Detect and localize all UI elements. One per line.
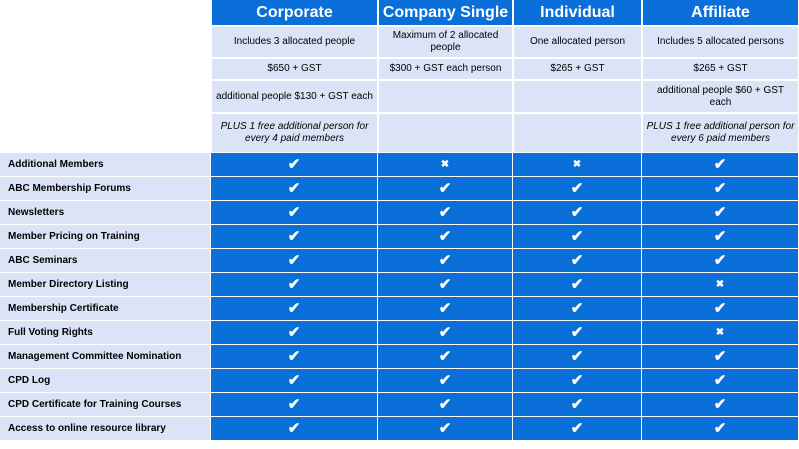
- checkmark-icon: ✔: [287, 252, 301, 269]
- mark-individual-7: [513, 297, 642, 321]
- mark-corporate-5: [211, 249, 378, 273]
- checkmark-icon: ✔: [287, 300, 301, 317]
- feature-label-7: Membership Certificate: [0, 297, 211, 321]
- bonus-corporate: PLUS 1 free additional person for every 4 paid members: [211, 113, 378, 153]
- price-company-single: $300 + GST each person: [378, 58, 513, 80]
- checkmark-icon: ✔: [570, 252, 584, 269]
- checkmark-icon: ✔: [438, 396, 452, 413]
- mark-affiliate-3: [642, 201, 799, 225]
- additional-individual: [513, 80, 642, 113]
- mark-affiliate-11: [642, 393, 799, 417]
- mark-individual-3: [513, 201, 642, 225]
- cross-icon: ✖: [715, 326, 725, 338]
- checkmark-icon: ✔: [570, 276, 584, 293]
- checkmark-icon: ✔: [713, 228, 727, 245]
- mark-corporate-11: [211, 393, 378, 417]
- checkmark-icon: ✔: [438, 348, 452, 365]
- mark-affiliate-1: [642, 153, 799, 177]
- checkmark-icon: ✔: [713, 420, 727, 437]
- checkmark-icon: ✔: [713, 348, 727, 365]
- mark-affiliate-5: [642, 249, 799, 273]
- mark-affiliate-9: [642, 345, 799, 369]
- price-individual: $265 + GST: [513, 58, 642, 80]
- mark-corporate-7: [211, 297, 378, 321]
- price-corporate: $650 + GST: [211, 58, 378, 80]
- checkmark-icon: ✔: [438, 204, 452, 221]
- column-header-individual: Individual: [513, 0, 642, 26]
- checkmark-icon: ✔: [287, 324, 301, 341]
- checkmark-icon: ✔: [438, 300, 452, 317]
- checkmark-icon: ✔: [570, 228, 584, 245]
- feature-label-3: Newsletters: [0, 201, 211, 225]
- mark-individual-9: [513, 345, 642, 369]
- mark-company-single-6: [378, 273, 513, 297]
- additional-company-single: [378, 80, 513, 113]
- checkmark-icon: ✔: [570, 204, 584, 221]
- mark-corporate-1: [211, 153, 378, 177]
- checkmark-icon: ✔: [570, 372, 584, 389]
- mark-affiliate-7: [642, 297, 799, 321]
- additional-row-blank: [0, 80, 211, 113]
- allocation-affiliate: Includes 5 allocated persons: [642, 26, 799, 58]
- mark-individual-4: [513, 225, 642, 249]
- mark-individual-1: [513, 153, 642, 177]
- additional-corporate: additional people $130 + GST each: [211, 80, 378, 113]
- mark-affiliate-12: [642, 417, 799, 441]
- mark-company-single-5: [378, 249, 513, 273]
- checkmark-icon: ✔: [438, 276, 452, 293]
- mark-individual-11: [513, 393, 642, 417]
- mark-company-single-4: [378, 225, 513, 249]
- column-header-affiliate: Affiliate: [642, 0, 799, 26]
- mark-individual-8: [513, 321, 642, 345]
- feature-label-12: Access to online resource library: [0, 417, 211, 441]
- checkmark-icon: ✔: [287, 348, 301, 365]
- mark-corporate-10: [211, 369, 378, 393]
- bonus-row-blank: [0, 113, 211, 153]
- feature-label-5: ABC Seminars: [0, 249, 211, 273]
- feature-label-11: CPD Certificate for Training Courses: [0, 393, 211, 417]
- checkmark-icon: ✔: [570, 180, 584, 197]
- checkmark-icon: ✔: [713, 396, 727, 413]
- mark-company-single-2: [378, 177, 513, 201]
- checkmark-icon: ✔: [287, 228, 301, 245]
- allocation-corporate: Includes 3 allocated people: [211, 26, 378, 58]
- mark-company-single-1: [378, 153, 513, 177]
- column-header-corporate: Corporate: [211, 0, 378, 26]
- mark-company-single-12: [378, 417, 513, 441]
- checkmark-icon: ✔: [438, 180, 452, 197]
- feature-label-2: ABC Membership Forums: [0, 177, 211, 201]
- cross-icon: ✖: [715, 278, 725, 290]
- feature-label-4: Member Pricing on Training: [0, 225, 211, 249]
- mark-individual-10: [513, 369, 642, 393]
- feature-label-6: Member Directory Listing: [0, 273, 211, 297]
- mark-affiliate-8: [642, 321, 799, 345]
- feature-label-10: CPD Log: [0, 369, 211, 393]
- additional-affiliate: additional people $60 + GST each: [642, 80, 799, 113]
- checkmark-icon: ✔: [287, 396, 301, 413]
- checkmark-icon: ✔: [287, 156, 301, 173]
- checkmark-icon: ✔: [438, 420, 452, 437]
- mark-corporate-9: [211, 345, 378, 369]
- checkmark-icon: ✔: [570, 300, 584, 317]
- checkmark-icon: ✔: [287, 276, 301, 293]
- checkmark-icon: ✔: [713, 252, 727, 269]
- mark-company-single-9: [378, 345, 513, 369]
- mark-company-single-7: [378, 297, 513, 321]
- feature-label-1: Additional Members: [0, 153, 211, 177]
- checkmark-icon: ✔: [570, 396, 584, 413]
- mark-corporate-2: [211, 177, 378, 201]
- mark-affiliate-10: [642, 369, 799, 393]
- mark-affiliate-6: [642, 273, 799, 297]
- allocation-individual: One allocated person: [513, 26, 642, 58]
- bonus-affiliate: PLUS 1 free additional person for every 6 paid members: [642, 113, 799, 153]
- mark-affiliate-2: [642, 177, 799, 201]
- mark-corporate-6: [211, 273, 378, 297]
- checkmark-icon: ✔: [287, 420, 301, 437]
- mark-individual-5: [513, 249, 642, 273]
- cross-icon: ✖: [572, 158, 582, 170]
- checkmark-icon: ✔: [438, 252, 452, 269]
- mark-company-single-3: [378, 201, 513, 225]
- checkmark-icon: ✔: [287, 204, 301, 221]
- mark-individual-6: [513, 273, 642, 297]
- checkmark-icon: ✔: [713, 372, 727, 389]
- checkmark-icon: ✔: [713, 300, 727, 317]
- feature-label-8: Full Voting Rights: [0, 321, 211, 345]
- checkmark-icon: ✔: [570, 420, 584, 437]
- mark-individual-2: [513, 177, 642, 201]
- checkmark-icon: ✔: [287, 180, 301, 197]
- checkmark-icon: ✔: [438, 228, 452, 245]
- checkmark-icon: ✔: [438, 324, 452, 341]
- checkmark-icon: ✔: [713, 156, 727, 173]
- checkmark-icon: ✔: [287, 372, 301, 389]
- mark-company-single-11: [378, 393, 513, 417]
- bonus-individual: [513, 113, 642, 153]
- mark-corporate-12: [211, 417, 378, 441]
- mark-company-single-10: [378, 369, 513, 393]
- mark-affiliate-4: [642, 225, 799, 249]
- mark-company-single-8: [378, 321, 513, 345]
- checkmark-icon: ✔: [713, 204, 727, 221]
- price-row-blank: [0, 58, 211, 80]
- column-header-company-single: Company Single: [378, 0, 513, 26]
- checkmark-icon: ✔: [438, 372, 452, 389]
- checkmark-icon: ✔: [570, 324, 584, 341]
- mark-corporate-4: [211, 225, 378, 249]
- feature-label-9: Management Committee Nomination: [0, 345, 211, 369]
- allocation-row-blank: [0, 26, 211, 58]
- bonus-company-single: [378, 113, 513, 153]
- price-affiliate: $265 + GST: [642, 58, 799, 80]
- corner-blank: [0, 0, 211, 26]
- cross-icon: ✖: [440, 158, 450, 170]
- mark-corporate-8: [211, 321, 378, 345]
- mark-individual-12: [513, 417, 642, 441]
- checkmark-icon: ✔: [570, 348, 584, 365]
- allocation-company-single: Maximum of 2 allocated people: [378, 26, 513, 58]
- mark-corporate-3: [211, 201, 378, 225]
- checkmark-icon: ✔: [713, 180, 727, 197]
